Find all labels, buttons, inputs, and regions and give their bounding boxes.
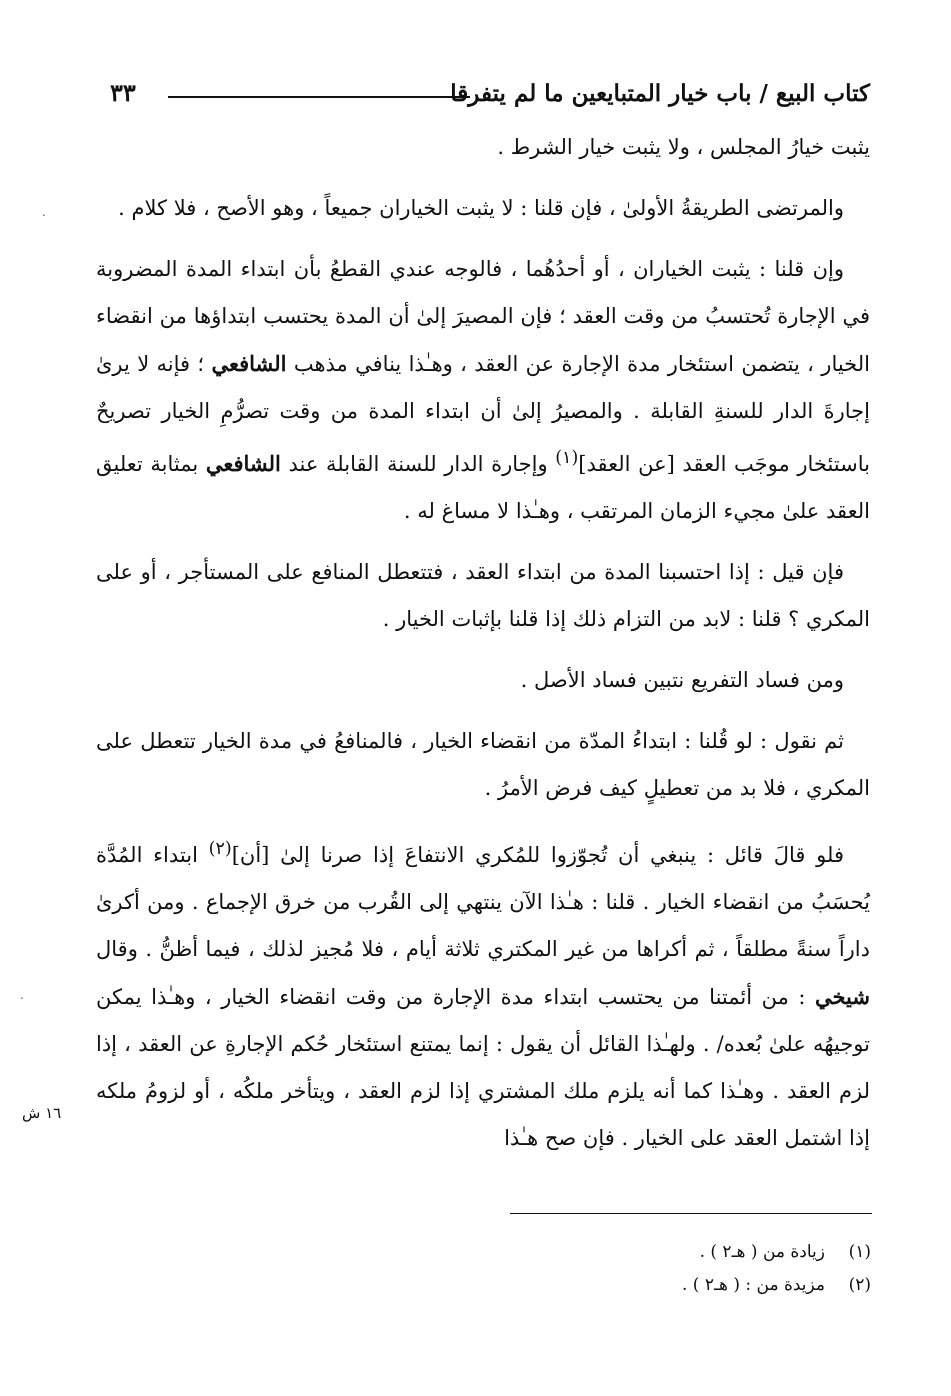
paragraph: وإن قلنا : يثبت الخياران ، أو أحدُهُما ، فالوجه عندي القطعُ بأن ابتداء المدة المضروبة في الإجارة تُحتسبُ من وقت العقد ؛ فإن المصيرَ إلىٰ أن المدة يحتسب ابتداؤها من انقضاء الخيار ، يتضمن استئخار مدة الإجارة عن العقد ، وهـٰذا ينافي مذهب الشافعي ؛ فإنه لا يرىٰ إجارةَ الدار للسنةِ القابلة . والمصيرُ إلىٰ أن ابتداء المدة من وقت تصرُّمِ الخيار تصريحٌ باستئخار موجَب العقد [عن العقد]$^{(١)}$ وإجارة الدار للسنة القابلة عند الشافعي بمثابة تعليق العقد علىٰ مجيء الزمان المرتقب ، وهـٰذا لا مساغ له . (96, 257, 870, 523)
footnotes (451, 1236, 871, 1302)
body-text (96, 124, 870, 1176)
scan-speck: . (20, 988, 24, 1002)
footnote-ref: (١) (555, 448, 579, 468)
scan-speck: . (42, 205, 46, 219)
bold-name: الشافعي (205, 451, 281, 476)
footnote-text: زيادة من ( هـ٢ ) . (699, 1242, 825, 1262)
footnote (451, 1236, 871, 1269)
page-number: ٣٣ (110, 78, 136, 107)
footnote-text: مزيدة من : ( هـ٢ ) . (682, 1275, 825, 1295)
footnote-ref: (٢) (208, 839, 232, 859)
bold-name: الشافعي (211, 351, 287, 376)
footnote-number: (٢) (848, 1275, 871, 1295)
paragraph: فإن قيل : إذا احتسبنا المدة من ابتداء العقد ، فتتعطل المنافع على المستأجر ، أو على المكري ؟ قلنا : لابد من التزام ذلك إذا قلنا بإثبات الخيار . (96, 560, 870, 631)
paragraph: فلو قالَ قائل : ينبغي أن تُجوّزوا للمُكري الانتفاعَ إذا صرنا إلىٰ [أن]$^{(٢)}$ ابتداء المُدَّة يُحسَبُ من انقضاء الخيار . قلنا : هـٰذا الآن ينتهي إلى القُرب من خرق الإجماع . ومن أكرىٰ داراً سنةً مطلقاً ، ثم أكراها من غير المكتري ثلاثة أيام ، فلا مُجيز لذلك ، فيما أظنُّ . وقال شيخي : من أئمتنا من يحتسب ابتداء مدة الإجارة من وقت انقضاء الخيار ، وهـٰذا يمكن توجيهُه علىٰ بُعده/ . ولهـٰذا القائل أن يقول : إنما يمتنع استئخار حُكم الإجارةِ عن العقد ، إذا لزم العقد . وهـٰذا كما أنه يلزم ملك المشتري إذا لزم العقد ، ويتأخر ملكُه ، أو لزومُ ملكه إذا اشتمل العقد على الخيار . فإن صح هـٰذا (96, 839, 870, 1150)
running-title: كتاب البيع / باب خيار المتبايعين ما لم يتفرقا (450, 80, 870, 107)
paragraph: ثم نقول : لو قُلنا : ابتداءُ المدّة من انقضاء الخيار ، فالمنافعُ في مدة الخيار تتعطل على المكري ، فلا بد من تعطيلٍ كيف فرض الأمرُ . (96, 729, 870, 800)
bold-name: شيخي (815, 984, 870, 1009)
running-header (110, 74, 870, 118)
paragraph: ومن فساد التفريع نتبين فساد الأصل . (520, 668, 844, 692)
footnote-rule (510, 1213, 872, 1214)
footnote-number: (١) (848, 1242, 871, 1262)
header-rule (168, 96, 470, 98)
footnote (451, 1269, 871, 1302)
paragraph: والمرتضى الطريقةُ الأولىٰ ، فإن قلنا : لا يثبت الخياران جميعاً ، وهو الأصح ، فلا كلام . (118, 196, 844, 220)
paragraph: يثبت خيارُ المجلس ، ولا يثبت خيار الشرط . (497, 135, 870, 159)
margin-folio-note: ١٦ ش (22, 1104, 62, 1122)
